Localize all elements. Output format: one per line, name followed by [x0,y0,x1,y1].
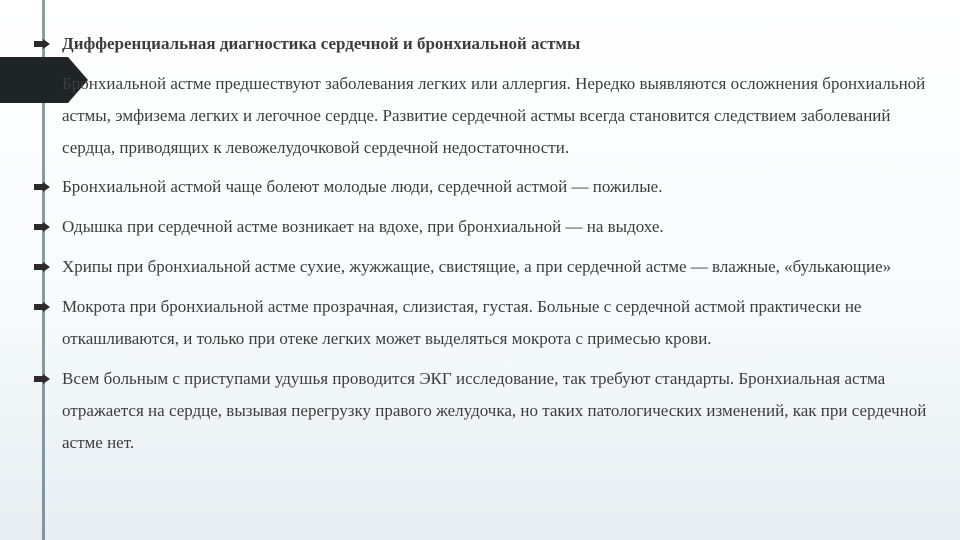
list-item [34,291,939,355]
intro-paragraph: Бронхиальной астме предшествуют заболевания легких или аллергия. Нередко выявляются осложнения бронхиальной астмы, эмфизема легких и легочное сердце. Развитие сердечной астмы всегда становится следствием заболеваний сердца, приводящих к левожелудочковой сердечной недостаточности. [62,74,926,157]
arrow-right-icon [34,211,52,243]
list-item [34,211,939,243]
arrow-right-icon [34,363,52,395]
arrow-right-icon [34,171,52,203]
slide-content [34,28,939,459]
slide-title-item [34,28,939,60]
list-item-text: Одышка при сердечной астме возникает на вдохе, при бронхиальной — на выдохе. [62,217,664,236]
arrow-right-icon [34,251,52,283]
arrow-right-icon [34,291,52,323]
arrow-right-icon [34,28,52,60]
list-item-text: Всем больным с приступами удушья проводится ЭКГ исследование, так требуют стандарты. Бронхиальная астма отражается на сердце, вызывая перегрузку правого желудочка, но таких патологических изменений, как при сердечной астме нет. [62,369,927,452]
list-item-text: Мокрота при бронхиальной астме прозрачная, слизистая, густая. Больные с сердечной астмой практически не откашливаются, и только при отеке легких может выделяться мокрота с примесью крови. [62,297,862,348]
list-item-text: Бронхиальной астмой чаще болеют молодые люди, сердечной астмой — пожилые. [62,177,663,196]
slide-title: Дифференциальная диагностика сердечной и бронхиальной астмы [62,34,581,53]
list-item [34,363,939,459]
list-item-text: Хрипы при бронхиальной астме сухие, жужжащие, свистящие, а при сердечной астме — влажные, «булькающие» [62,257,892,276]
list-item [34,171,939,203]
list-item [34,251,939,283]
